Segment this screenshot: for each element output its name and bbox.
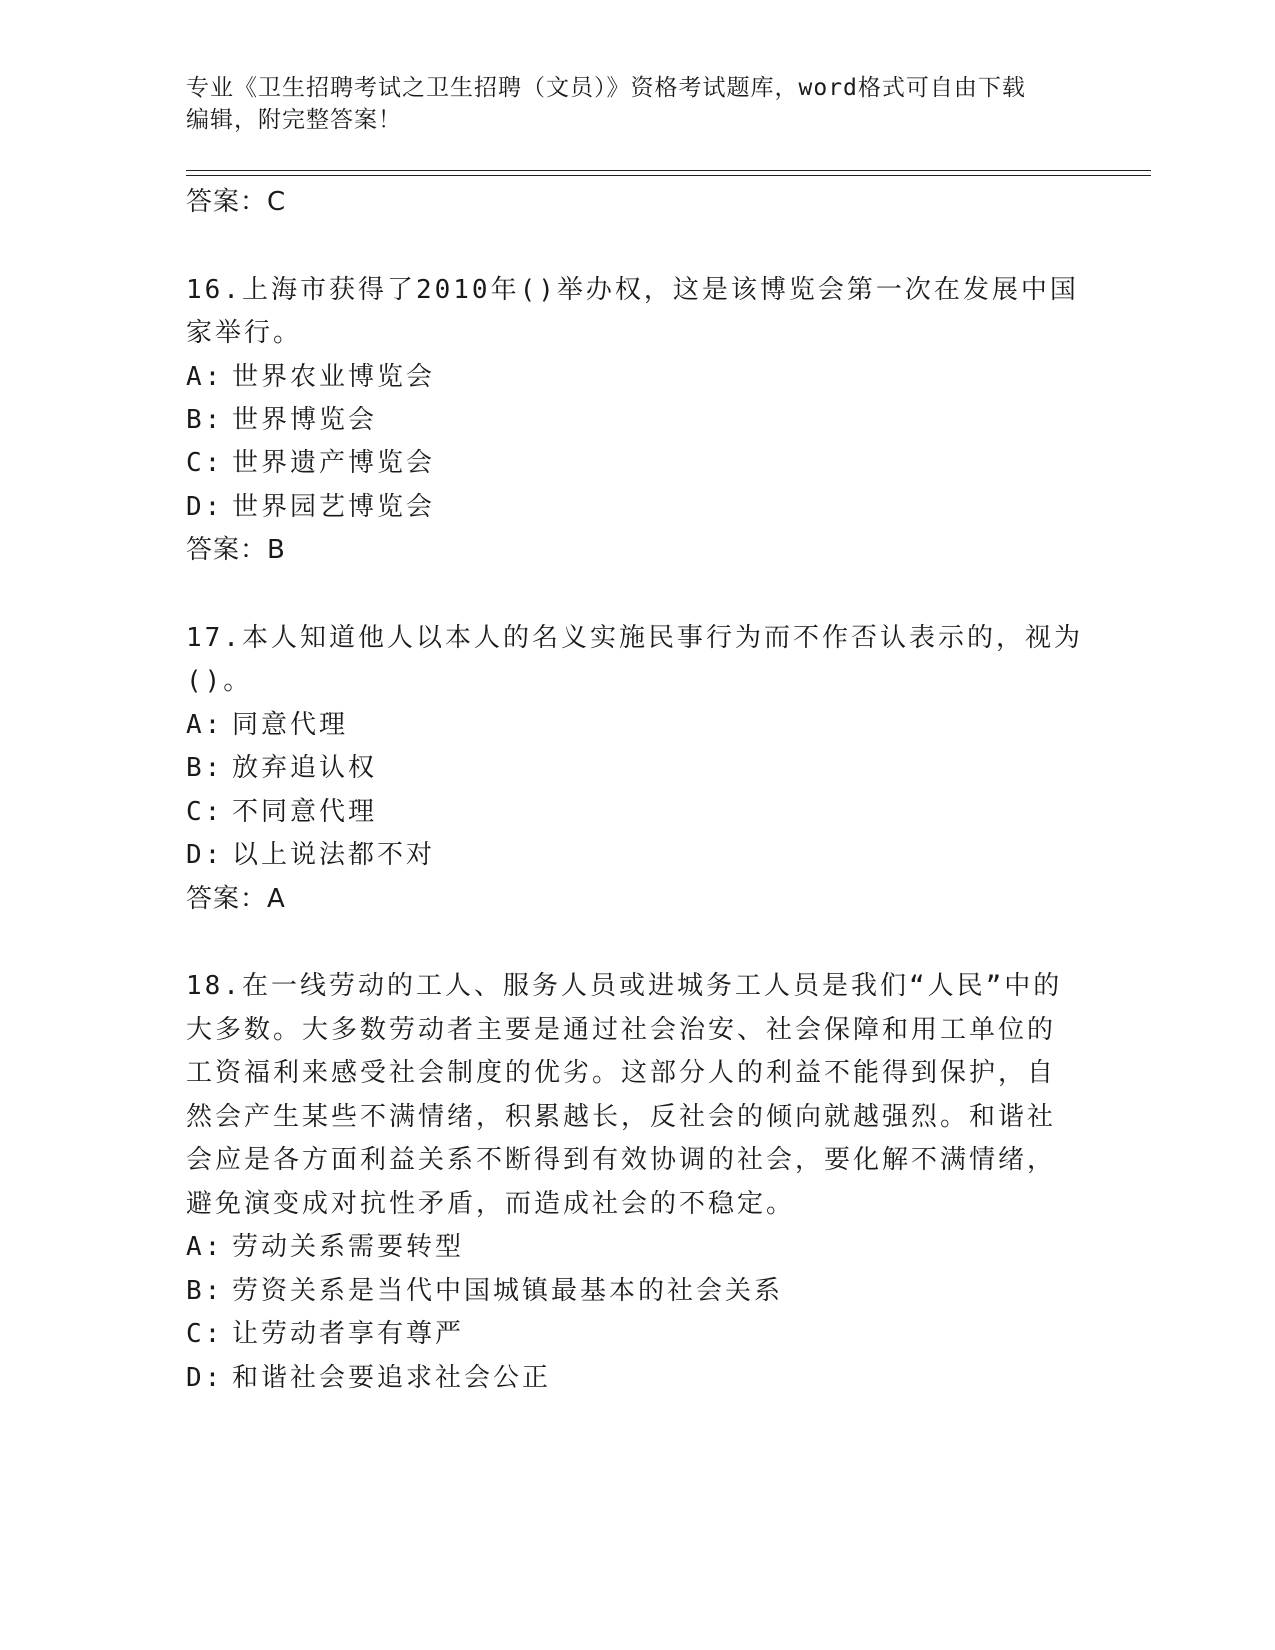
option-text: 劳资关系是当代中国城镇最基本的社会关系 — [232, 1276, 784, 1306]
q16-option-c — [186, 443, 435, 483]
q18-option-d — [186, 1358, 551, 1398]
q16-option-d — [186, 487, 435, 527]
header-divider-top — [186, 170, 1151, 171]
q18-option-b — [186, 1271, 783, 1311]
q17-stem-line-1: 17.本人知道他人以本人的名义实施民事行为而不作否认表示的，视为 — [186, 623, 1083, 653]
header-text-line-2: 编辑，附完整答案！ — [186, 107, 402, 133]
option-text: 不同意代理 — [232, 797, 378, 827]
option-key: B: — [186, 753, 224, 783]
option-key: C: — [186, 448, 224, 478]
q16-stem-line-2: 家举行。 — [186, 318, 303, 348]
answer-previous: 答案：C — [186, 187, 287, 217]
header-divider-bottom — [186, 175, 1151, 176]
option-key: D: — [186, 1363, 224, 1393]
q16-option-b — [186, 400, 377, 440]
option-key: D: — [186, 840, 224, 870]
option-text: 放弃追认权 — [232, 753, 378, 783]
q18-option-a — [186, 1227, 464, 1267]
option-text: 和谐社会要追求社会公正 — [232, 1363, 552, 1393]
option-text: 劳动关系需要转型 — [232, 1232, 465, 1262]
q18-stem-line-2: 大多数。大多数劳动者主要是通过社会治安、社会保障和用工单位的 — [186, 1015, 1057, 1045]
q17-option-b — [186, 748, 377, 788]
option-text: 世界农业博览会 — [232, 362, 436, 392]
q18-stem-line-4: 然会产生某些不满情绪，积累越长，反社会的倾向就越强烈。和谐社 — [186, 1102, 1057, 1132]
q18-stem-line-3: 工资福利来感受社会制度的优劣。这部分人的利益不能得到保护，自 — [186, 1058, 1057, 1088]
header-text-line-1: 专业《卫生招聘考试之卫生招聘（文员）》资格考试题库，word格式可自由下载 — [186, 75, 1026, 101]
option-key: A: — [186, 1232, 224, 1262]
option-key: D: — [186, 492, 224, 522]
option-key: C: — [186, 1319, 224, 1349]
option-key: B: — [186, 1276, 224, 1306]
option-key: A: — [186, 362, 224, 392]
option-key: C: — [186, 797, 224, 827]
option-text: 世界博览会 — [232, 405, 378, 435]
q16-stem-line-1: 16.上海市获得了2010年()举办权，这是该博览会第一次在发展中国 — [186, 275, 1079, 305]
q18-option-c — [186, 1314, 464, 1354]
option-text: 让劳动者享有尊严 — [232, 1319, 465, 1349]
option-text: 世界遗产博览会 — [232, 448, 436, 478]
q18-stem-line-1: 18.在一线劳动的工人、服务人员或进城务工人员是我们“人民”中的 — [186, 971, 1063, 1001]
option-text: 同意代理 — [232, 710, 349, 740]
q17-option-d — [186, 835, 435, 875]
q18-stem-line-5: 会应是各方面利益关系不断得到有效协调的社会，要化解不满情绪， — [186, 1145, 1057, 1175]
q17-option-c — [186, 792, 377, 832]
option-text: 世界园艺博览会 — [232, 492, 436, 522]
q16-answer: 答案：B — [186, 535, 286, 565]
q17-option-a — [186, 705, 348, 745]
q17-stem-line-2: ()。 — [186, 666, 253, 696]
q18-stem-line-6: 避免演变成对抗性矛盾，而造成社会的不稳定。 — [186, 1189, 796, 1219]
q16-option-a — [186, 357, 435, 397]
option-text: 以上说法都不对 — [232, 840, 436, 870]
option-key: B: — [186, 405, 224, 435]
q17-answer: 答案：A — [186, 884, 286, 914]
option-key: A: — [186, 710, 224, 740]
